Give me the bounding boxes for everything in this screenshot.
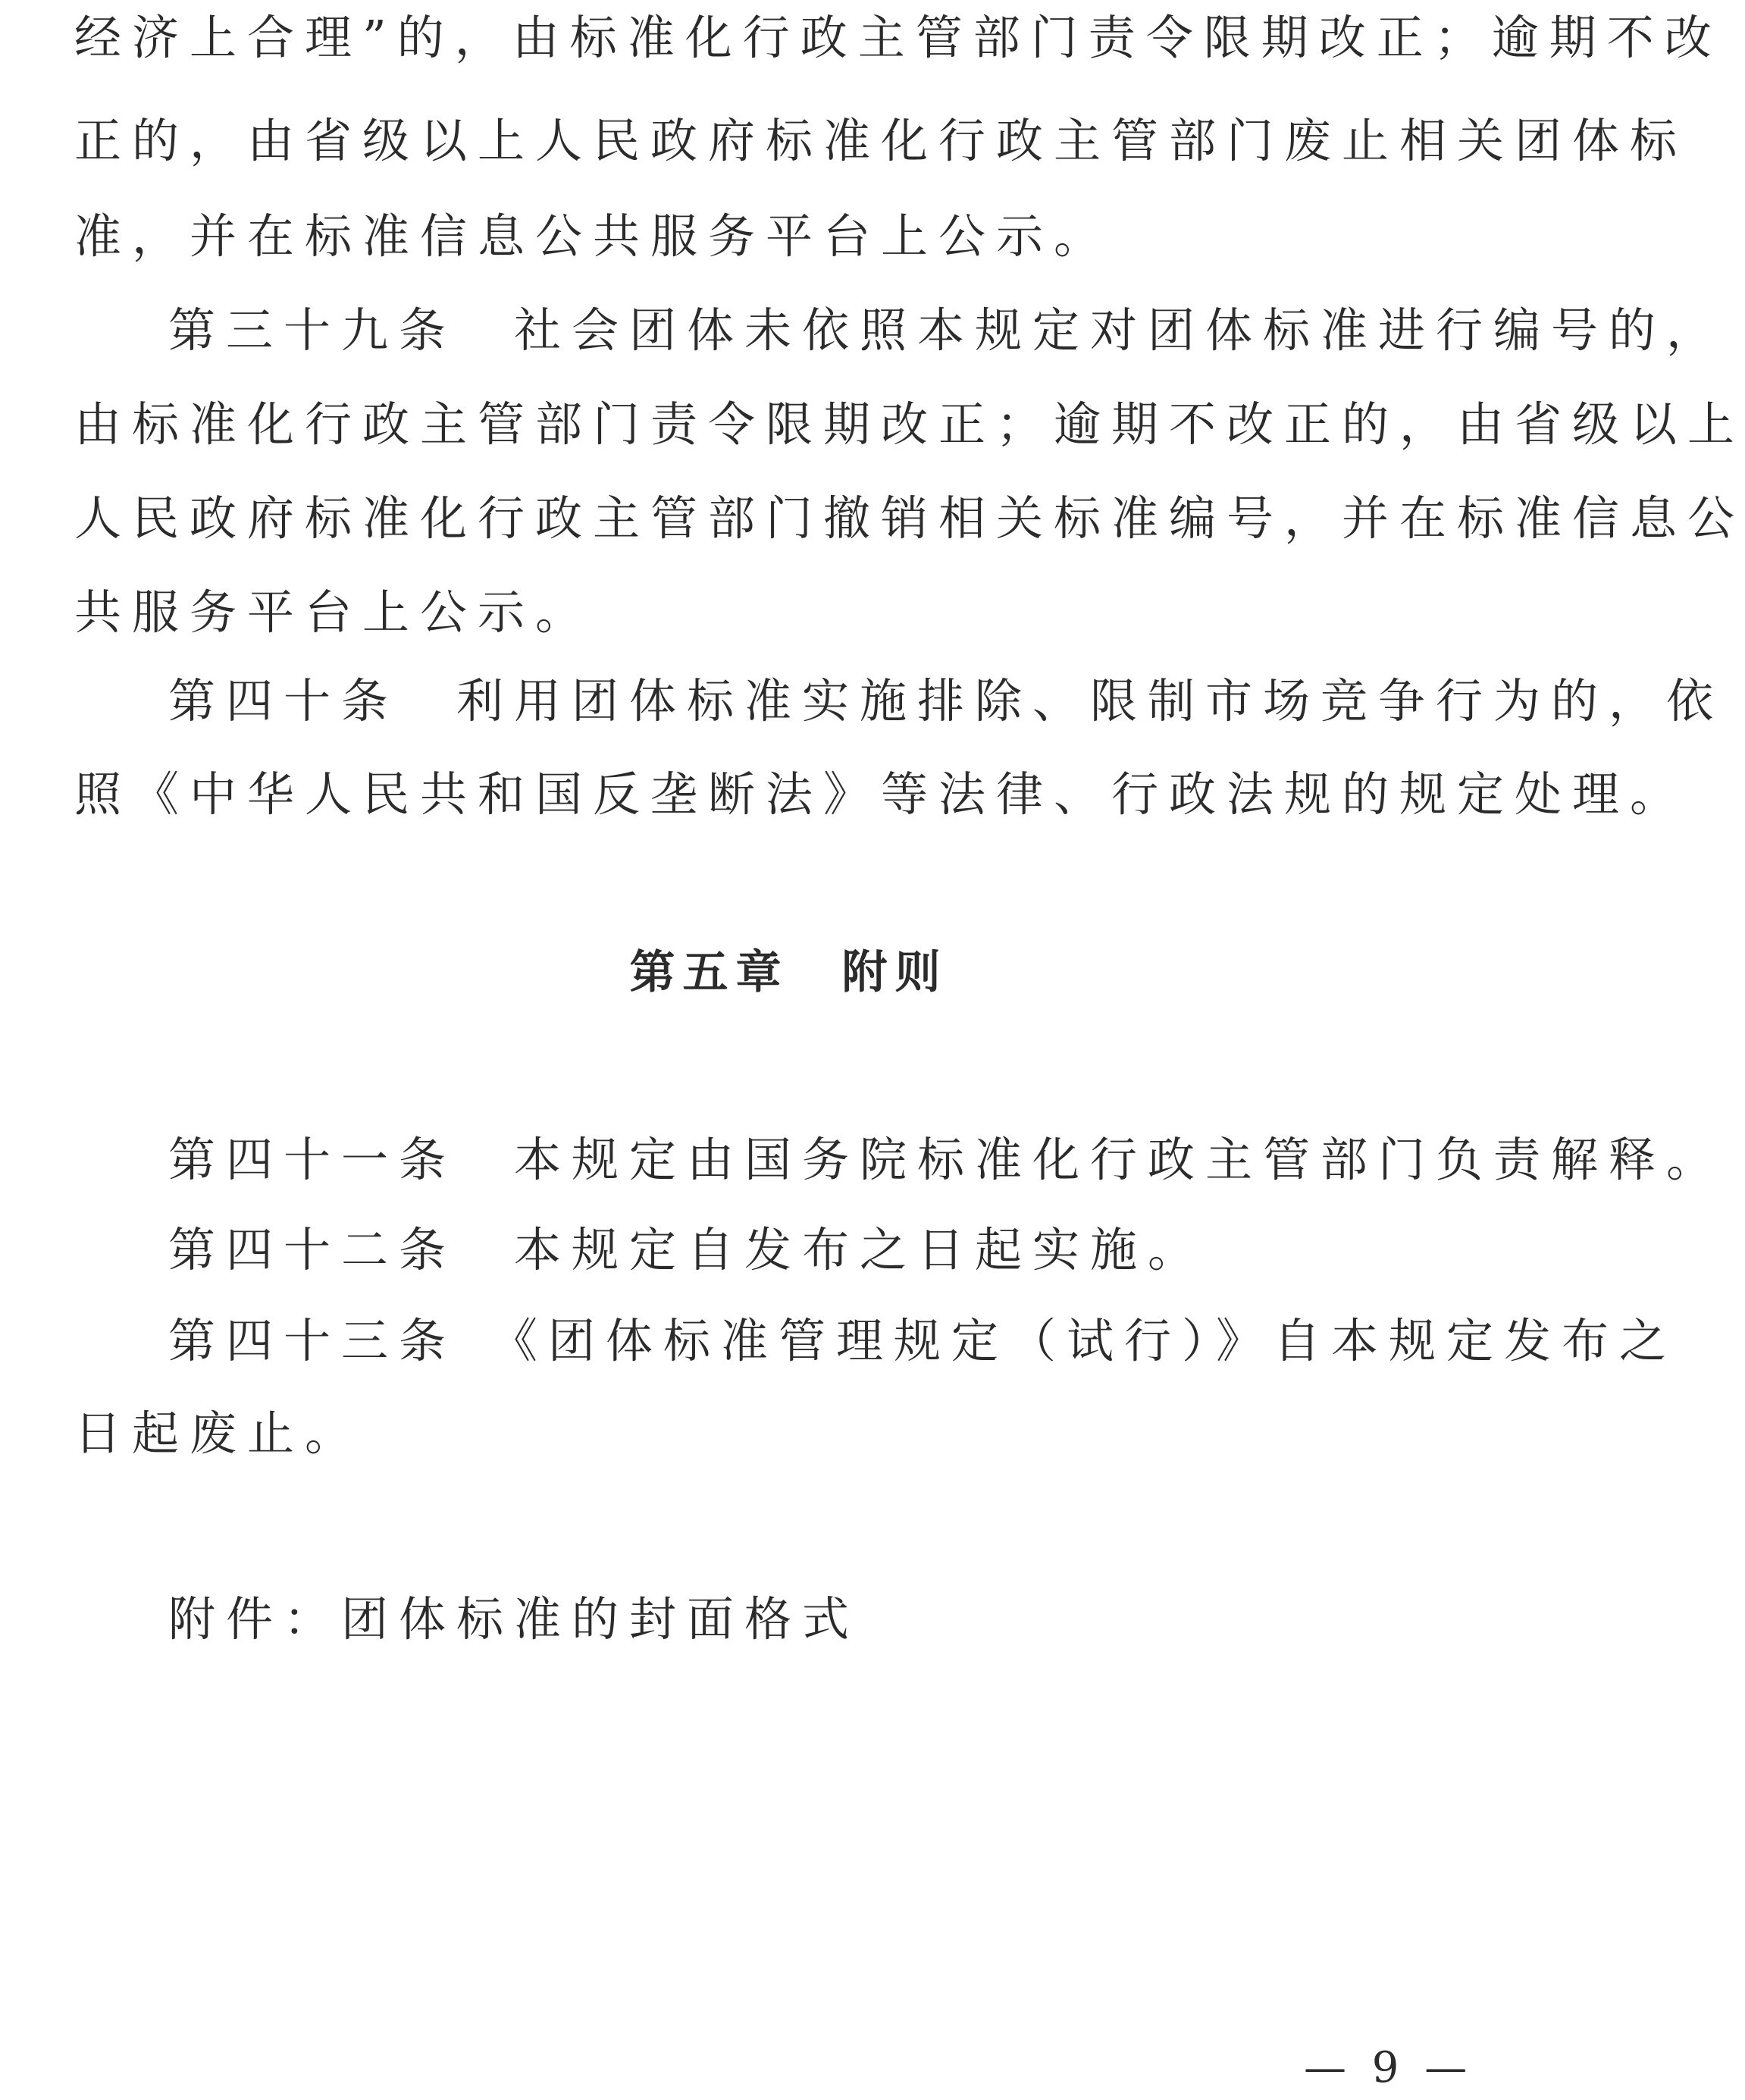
paragraph-line: 人民政府标准化行政主管部门撤销相关标准编号，并在标准信息公 xyxy=(74,491,1745,546)
paragraph-line: 共服务平台上公示。 xyxy=(74,585,594,640)
attachment-line: 附件：团体标准的封面格式 xyxy=(168,1591,860,1647)
article-42-line: 第四十二条 本规定自发布之日起实施。 xyxy=(168,1222,1206,1277)
paragraph-line: 由标准化行政主管部门责令限期改正；逾期不改正的，由省级以上 xyxy=(74,396,1745,452)
article-40-line: 第四十条 利用团体标准实施排除、限制市场竞争行为的，依 xyxy=(168,673,1725,729)
chapter-title: 附则 xyxy=(841,946,948,999)
paragraph-line: 正的，由省级以上人民政府标准化行政主管部门废止相关团体标 xyxy=(74,113,1688,168)
chapter-heading xyxy=(0,936,1577,1001)
page-number: — 9 — xyxy=(1304,2043,1474,2092)
paragraph-line: 准，并在标准信息公共服务平台上公示。 xyxy=(74,208,1112,264)
chapter-number: 第五章 xyxy=(629,946,789,999)
paragraph-line: 经济上合理”的，由标准化行政主管部门责令限期改正；逾期不改 xyxy=(74,10,1722,65)
article-43-line: 第四十三条 《团体标准管理规定（试行）》自本规定发布之 xyxy=(168,1313,1678,1368)
article-41-line: 第四十一条 本规定由国务院标准化行政主管部门负责解释。 xyxy=(168,1132,1725,1187)
article-39-line: 第三十九条 社会团体未依照本规定对团体标准进行编号的， xyxy=(168,302,1725,358)
paragraph-line: 日起废止。 xyxy=(74,1406,363,1461)
paragraph-line: 照《中华人民共和国反垄断法》等法律、行政法规的规定处理。 xyxy=(74,766,1688,822)
